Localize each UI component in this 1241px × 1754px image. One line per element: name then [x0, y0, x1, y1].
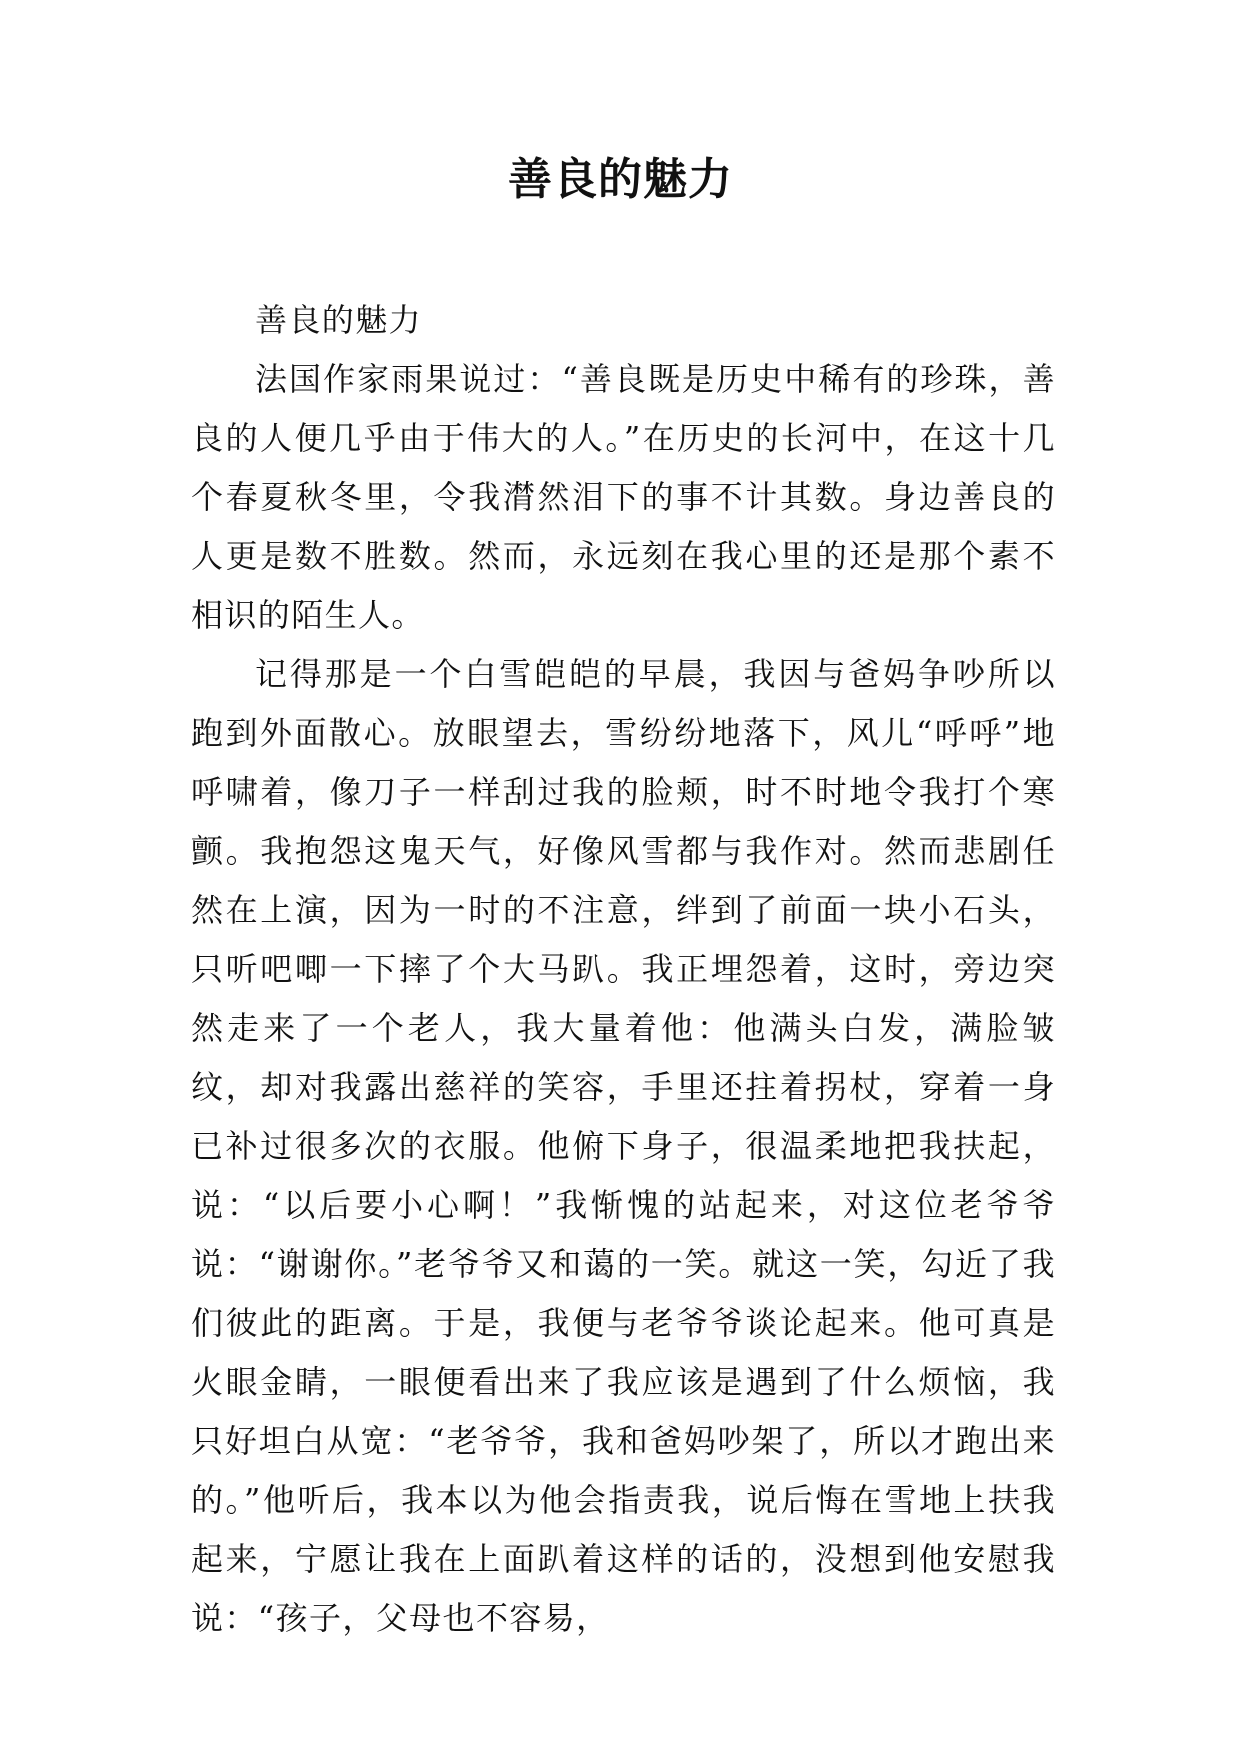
document-body [191, 291, 1056, 1648]
paragraph-subtitle: 善良的魅力 [255, 301, 423, 339]
paragraph-story: 记得那是一个白雪皑皑的早晨，我因与爸妈争吵所以跑到外面散心。放眼望去，雪纷纷地落下，风儿“呼呼”地呼啸着，像刀子一样刮过我的脸颊，时不时地令我打个寒颤。我抱怨这鬼天气，好像风雪都与我作对。然而悲剧任然在上演，因为一时的不注意，绊到了前面一块小石头，只听吧唧一下摔了个大马趴。我正埋怨着，这时，旁边突然走来了一个老人，我大量着他：他满头白发，满脸皱纹，却对我露出慈祥的笑容，手里还拄着拐杖，穿着一身已补过很多次的衣服。他俯下身子，很温柔地把我扶起，说：“以后要小心啊！”我惭愧的站起来，对这位老爷爷说：“谢谢你。”老爷爷又和蔼的一笑。就这一笑，勾近了我们彼此的距离。于是，我便与老爷爷谈论起来。他可真是火眼金睛，一眼便看出来了我应该是遇到了什么烦恼，我只好坦白从宽：“老爷爷，我和爸妈吵架了，所以才跑出来的。”他听后，我本以为他会指责我，说后悔在雪地上扶我起来，宁愿让我在上面趴着这样的话的，没想到他安慰我说：“孩子，父母也不容易， [191, 655, 1056, 1637]
document-title: 善良的魅力 [508, 154, 733, 205]
paragraph-intro: 法国作家雨果说过：“善良既是历史中稀有的珍珠，善良的人便几乎由于伟大的人。”在历史的长河中，在这十几个春夏秋冬里，令我潸然泪下的事不计其数。身边善良的人更是数不胜数。然而，永远刻在我心里的还是那个素不相识的陌生人。 [191, 360, 1056, 634]
